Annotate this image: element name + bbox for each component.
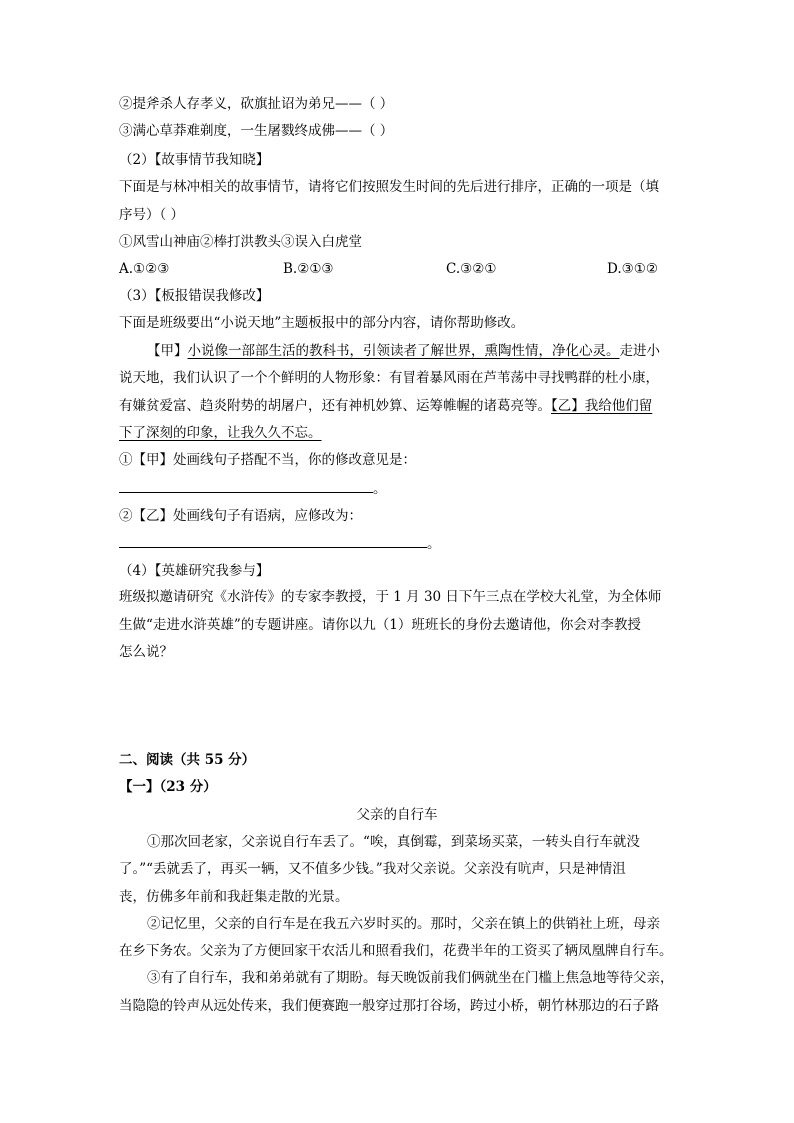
sub-question-2: ②【乙】处画线句子有语病，应修改为： xyxy=(119,508,362,524)
board-paragraph-lead: 有嫌贫爱富、趋炎附势的胡屠户，还有神机妙算、运筹帷幄的诸葛亮等。 xyxy=(119,398,551,414)
board-paragraph-line-4: 下了深刻的印象，让我久久不忘。 xyxy=(119,425,322,441)
section-2-heading: 二、阅读（共 55 分） xyxy=(119,752,256,768)
question-2-option-b: B.②①③ xyxy=(283,261,334,277)
board-paragraph-line-1 xyxy=(147,341,660,361)
article-title: 父亲的自行车 xyxy=(356,807,438,823)
article-p3-line-1: ③有了自行车，我和弟弟就有了期盼。每天晚饭前我们俩就坐在门槛上焦急地等待父亲， xyxy=(147,970,674,986)
question-4-line-2: 生做“走进水浒英雄”的专题讲座。请你以九（1）班班长的身份去邀请他，你会对李教授 xyxy=(119,617,641,633)
question-2-heading: （2）【故事情节我知晓】 xyxy=(119,152,270,168)
question-4-line-3: 怎么说？ xyxy=(119,644,173,660)
jia-underlined-sentence: 小说像一部部生活的教科书，引领读者了解世界，熏陶性情，净化心灵。 xyxy=(187,343,620,359)
question-2-prompt-line-1: 下面是与林冲相关的故事情节，请将它们按照发生时间的先后进行排序，正确的一项是（填 xyxy=(119,179,659,195)
previous-question-item-2: ②提斧杀人存孝义，砍旗扯诏为弟兄——（ ） xyxy=(119,96,394,112)
question-3-prompt: 下面是班级要出“小说天地”主题板报中的部分内容，请你帮助修改。 xyxy=(119,315,525,331)
yi-underlined-sentence-start: 【乙】我给他们留 xyxy=(551,398,653,414)
question-2-option-a: A.①②③ xyxy=(119,261,170,277)
article-p1-line-3: 丧，仿佛多年前和我赶集走散的光景。 xyxy=(119,889,349,905)
answer-blank-1[interactable] xyxy=(119,478,373,493)
answer-line-1-end: 。 xyxy=(373,481,387,497)
article-p3-line-2: 当隐隐的铃声从远处传来，我们便赛跑一般穿过那打谷场，跨过小桥，朝竹林那边的石子路 xyxy=(119,998,659,1014)
article-p2-line-1: ②记忆里，父亲的自行车是在我五六岁时买的。那时，父亲在镇上的供销社上班，母亲 xyxy=(147,916,660,932)
reading-part-1-heading: 【一】（23 分） xyxy=(119,779,217,795)
board-paragraph-tail: 走进小 xyxy=(619,343,660,359)
question-2-prompt-line-2: 序号）（ ） xyxy=(119,207,185,223)
previous-question-item-3: ③满心草莽难剃度，一生屠戮终成佛——（ ） xyxy=(119,123,394,139)
board-paragraph-line-3 xyxy=(119,396,652,416)
question-2-items: ①风雪山神庙②棒打洪教头③误入白虎堂 xyxy=(119,234,362,250)
article-p2-line-2: 在乡下务农。父亲为了方便回家干农活儿和照看我们，花费半年的工资买了辆凤凰牌自行车。 xyxy=(119,943,673,959)
question-3-heading: （3）【板报错误我修改】 xyxy=(119,288,270,304)
sub-question-1: ①【甲】处画线句子搭配不当，你的修改意见是： xyxy=(119,452,416,468)
question-4-line-1: 班级拟邀请研究《水浒传》的专家李教授，于 1 月 30 日下午三点在学校大礼堂，为全体师 xyxy=(119,589,662,605)
answer-line-2-end: 。 xyxy=(427,536,441,552)
question-4-heading: （4）【英雄研究我参与】 xyxy=(119,563,270,579)
answer-line-1[interactable] xyxy=(119,478,387,499)
answer-blank-2[interactable] xyxy=(119,533,427,548)
question-2-option-d: D.③①② xyxy=(607,261,658,277)
article-p1-line-1: ①那次回老家，父亲说自行车丢了。“唉，真倒霉，到菜场买菜，一转头自行车就没 xyxy=(147,834,640,850)
article-p1-line-2: 了。”“丢就丢了，再买一辆，又不值多少钱。”我对父亲说。父亲没有吭声，只是神情沮 xyxy=(119,861,626,877)
question-2-option-c: C.③②① xyxy=(446,261,497,277)
jia-marker: 【甲】 xyxy=(147,343,188,359)
board-paragraph-line-2: 说天地，我们认识了一个个鲜明的人物形象：有冒着暴风雨在芦苇荡中寻找鸭群的杜小康， xyxy=(119,370,659,386)
answer-line-2[interactable] xyxy=(119,533,441,554)
